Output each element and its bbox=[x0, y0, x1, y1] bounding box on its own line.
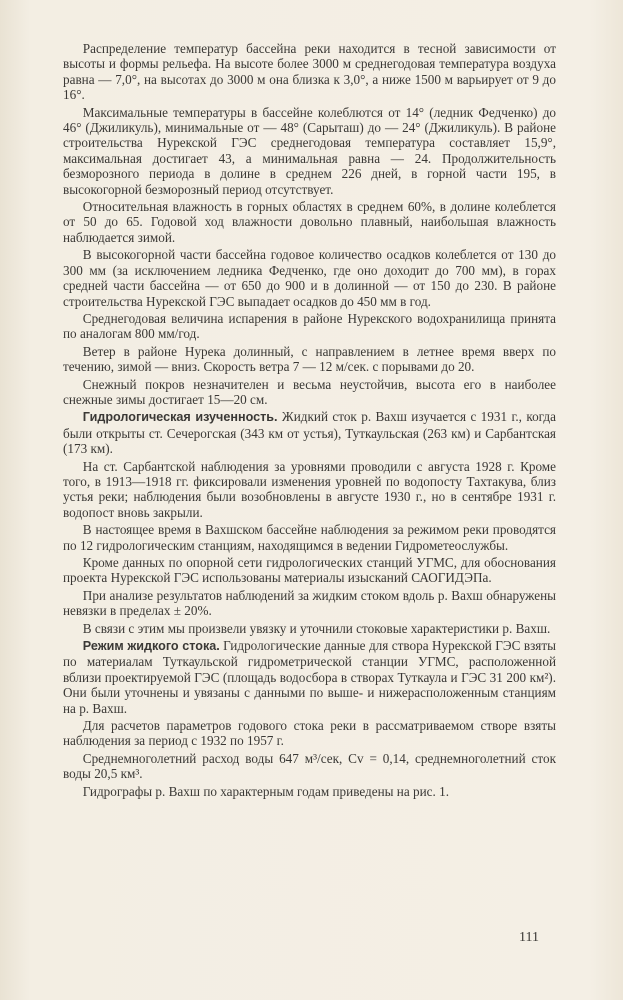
paragraph-analysis-discrepancies: При анализе результатов наблюдений за жидким стоком вдоль р. Вахш обнаружены невязки в пределах ± 20%. bbox=[63, 587, 556, 619]
paragraph-current-stations: В настоящее время в Вахшском бассейне наблюдения за режимом реки проводятся по 12 гидрологическим станциям, находящимся в ведении Гидрометеослужбы. bbox=[63, 522, 556, 553]
paragraph-snow-cover: Снежный покров незначителен и весьма неустойчив, высота его в наиболее снежные зимы достигает 15—20 см. bbox=[63, 376, 556, 407]
paragraph-calculation-period: Для расчетов параметров годового стока реки в рассматриваемом створе взяты наблюдения за период с 1932 по 1957 г. bbox=[63, 718, 556, 749]
run-in-heading-hydrological-study: Гидрологическая изученность. bbox=[82, 410, 278, 425]
paragraph-sarbant-observations: На ст. Сарбантской наблюдения за уровнями проводили с августа 1928 г. Кроме того, в 1913—1918 гг. фиксировали изменения уровней по водопосту Тахтакува, близ устья реки; наблюдения были возобновлены в августе 1930 г., но в сентябре 1931 г. водопост вновь закрыли. bbox=[63, 458, 556, 520]
paragraph-precipitation: В высокогорной части бассейна годовое количество осадков колеблется от 130 до 300 мм (за исключением ледника Федченко, где оно доходит до 700 мм), в горах средней части бассейна — от 650 до 900 и в долинной — от 150 до 230. В районе строительства Нурекской ГЭС выпадает осадков до 450 мм в год. bbox=[63, 247, 556, 309]
run-in-heading-liquid-runoff: Режим жидкого стока. bbox=[82, 639, 220, 654]
paragraph-max-min-temperatures: Максимальные температуры в бассейне колеблются от 14° (ледник Федченко) до 46° (Джиликуль), минимальные от — 48° (Сарыташ) до — 24° (Джиликуль). В районе строительства Нурекской ГЭС среднегодовая температура составляет 15,9°, максимальная достигает 43, а минимальная равна — 24. Продолжительность безморозного периода в долине в среднем 226 дней, в горной части 195, в высокогорной безморозный период отсутствует. bbox=[63, 104, 556, 197]
paragraph-ugms-data: Кроме данных по опорной сети гидрологических станций УГМС, для обоснования проекта Нурекской ГЭС использованы материалы изысканий САОГИДЭПа. bbox=[63, 555, 556, 586]
page-number: 111 bbox=[519, 930, 539, 945]
paragraph-mean-discharge: Среднемноголетний расход воды 647 м³/сек, Cv = 0,14, среднемноголетний сток воды 20,5 км³. bbox=[63, 750, 556, 782]
paragraph-temperature-distribution: Распределение температур бассейна реки находится в тесной зависимости от высоты и формы рельефа. На высоте более 3000 м среднегодовая температура воздуха равна — 7,0°, на высотах до 3000 м она близка к 3,0°, а ниже 1500 м варьирует от 9 до 16°. bbox=[63, 41, 556, 103]
paragraph-hydrographs: Гидрографы р. Вахш по характерным годам приведены на рис. 1. bbox=[82, 783, 449, 799]
paragraph-reconciliation: В связи с этим мы произвели увязку и уточнили стоковые характеристики р. Вахш. bbox=[82, 620, 551, 636]
paragraph-wind: Ветер в районе Нурека долинный, с направлением в летнее время вверх по течению, зимой — вниз. Скорость ветра 7 — 12 м/сек. с порывами до 20. bbox=[63, 343, 556, 375]
body-text bbox=[63, 41, 556, 799]
paragraph-liquid-runoff-regime: Режим жидкого стока. Гидрологические данные для створа Нурекской ГЭС взяты по материалам Туткаульской гидрометрической станции УГМС, расположенной вблизи проектируемой ГЭС (площадь водосбора в створах Туткаула и ГЭС 31 200 км²). Они были уточнены и увязаны с данными по выше- и нижерасположенным станциям на р. Вахш. bbox=[63, 638, 556, 716]
paragraph-hydrological-study: Гидрологическая изученность. Жидкий сток р. Вахш изучается с 1931 г., когда были открыты ст. Сечерогская (343 км от устья), Туткаульская (263 км) и Сарбантская (173 км). bbox=[63, 409, 556, 457]
paragraph-humidity: Относительная влажность в горных областях в среднем 60%, в долине колеблется от 50 до 65. Годовой ход влажности довольно плавный, наибольшая влажность наблюдается зимой. bbox=[63, 199, 556, 245]
paragraph-evaporation: Среднегодовая величина испарения в районе Нурекского водохранилища принята по аналогам 800 мм/год. bbox=[63, 310, 556, 342]
